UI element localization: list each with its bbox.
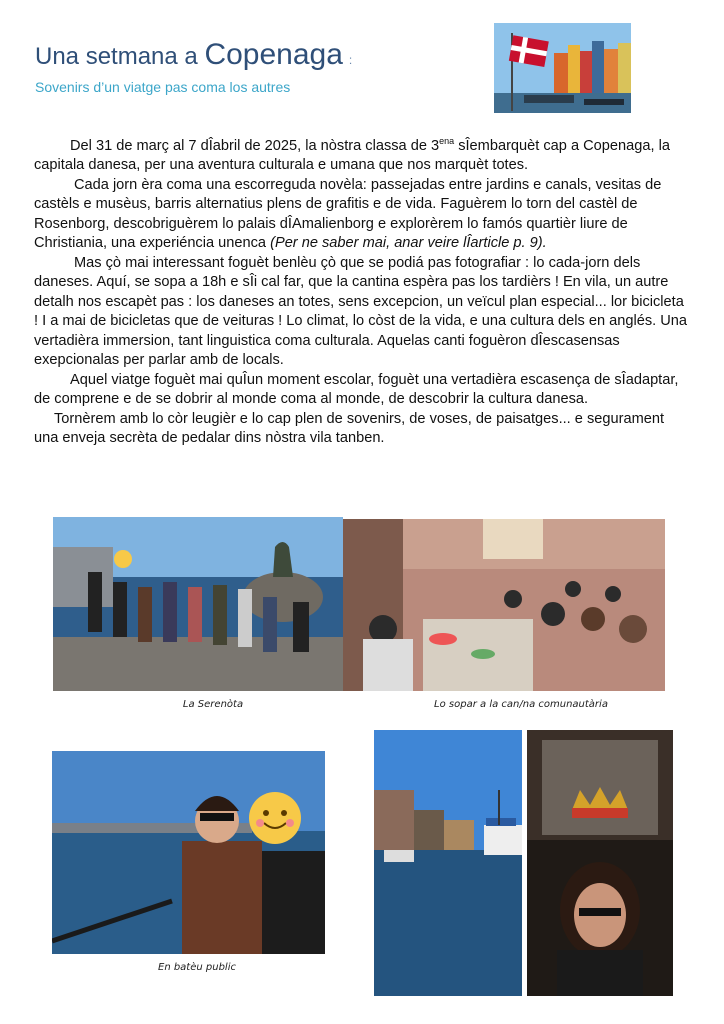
paragraph-2 [34,176,690,254]
canal-photo [374,730,522,996]
paragraph-5: Tornèrem amb lo còr leugièr e lo cap plen de sovenirs, de voses, de paisatges... e segurament una enveja secrèta de pedalar dins nòstra vila tanben. [34,410,665,447]
crown-selfie-photo [527,730,673,996]
title-part-1: Una setmana a [35,43,205,70]
caption-boat: En batèu public [158,962,236,973]
ordinal-sup: ena [439,136,455,146]
title-part-3: : [348,53,353,67]
title-part-2: Copenaga [204,38,343,71]
caption-canteen: Lo sopar a la can/na comunautària [434,699,608,710]
caption-mermaid: La Serenòta [182,699,244,710]
paragraph-2-text: Cada jorn èra coma una escorreguda novèla: passejadas entre jardins e canals, vesitas de castèls e musèus, barris alternatius plens de grafitis e de vida. Faguèrem lo torn del castèl de Rosenborg, descobriguèrem lo palais dÎAmalienborg e explorèrem lo famós quartièr liure de Christiania, una experiéncia unenca [34,176,662,252]
boat-photo [52,751,325,954]
paragraph-1-end: sÎembarquèt cap a Copenaga, la capitala danesa, per una aventura culturala e umana que nos marquèt totes. [34,137,670,174]
paragraph-1 [34,132,690,176]
paragraph-4: Aquel viatge foguèt mai quÎun moment escolar, foguèt una vertadièra escasença de sÎadaptar, de comprene e de se dobrir al monde coma al monde, de descobrir la cultura danesa. [34,371,679,408]
article-body [34,132,690,449]
nyhavn-flag-photo [494,23,631,113]
article-title [35,38,352,72]
canteen-photo [343,519,665,691]
article-subtitle: Sovenirs d’un viatge pas coma los autres [35,79,291,95]
paragraph-2-italic: (Per ne saber mai, anar veire lÎarticle p. 9). [270,235,547,252]
paragraph-1-start: Del 31 de març al 7 dÎabril de 2025, la nòstra classa de 3 [70,137,440,154]
paragraph-3: Mas çò mai interessant foguèt benlèu çò que se podiá pas fotografiar : lo cada-jorn dels daneses. Aquí, se sopa a 18h e sÎi cal far, que la cantina espèra pas los tardièrs ! En vila, un autre detalh nos escapèt pas : los daneses an totes, sens excepcion, un veïcul plan especial... lor bicicleta ! I a mai de bicicletas que de veituras ! Lo climat, lo còst de la vida, e una cultura dels en anglés. Una vertadièra immersion, tant linguistica coma culturala. Aquelas canti foguèron dÎescasensas exepcionalas per parlar amb de locals. [34,254,688,369]
mermaid-group-photo [53,517,343,691]
